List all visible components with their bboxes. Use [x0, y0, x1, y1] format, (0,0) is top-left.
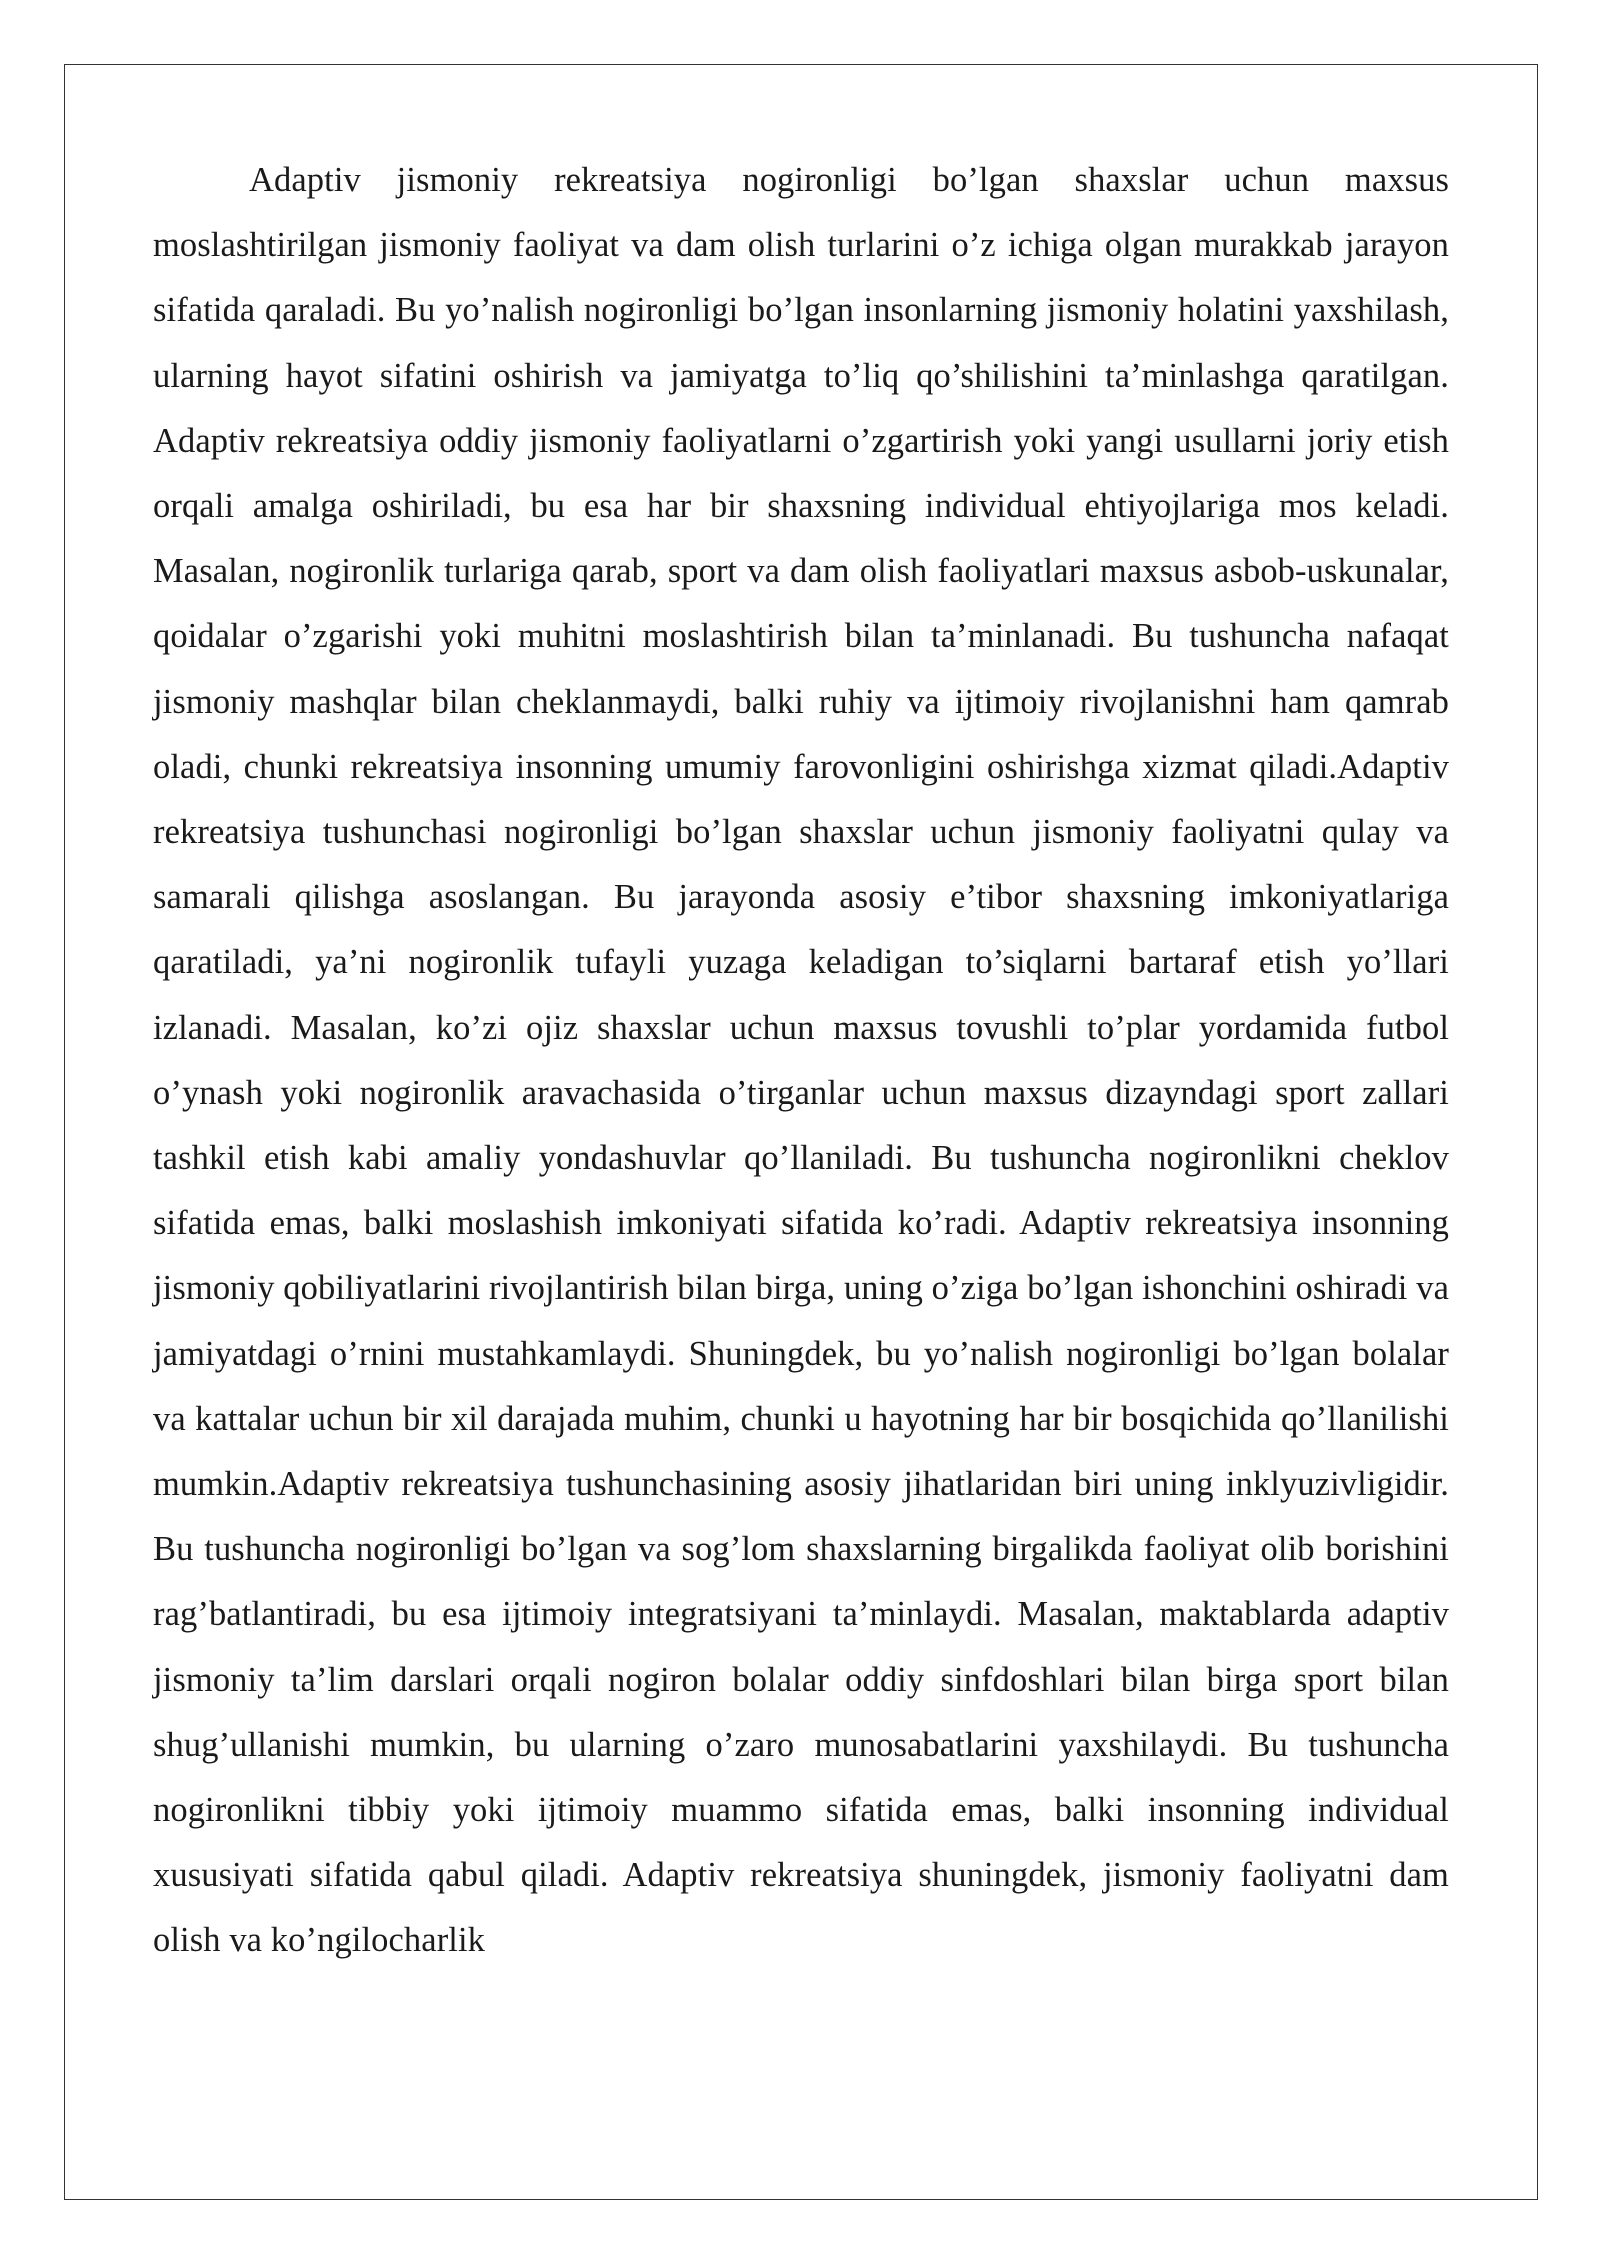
body-paragraph: Adaptiv jismoniy rekreatsiya nogironligi bo’lgan shaxslar uchun maxsus moslashtirilgan jismoniy faoliyat va dam olish turlarini o’z ichiga olgan murakkab jarayon sifatida qaraladi. Bu yo’nalish nogironligi bo’lgan insonlarning jismoniy holatini yaxshilash, ularning hayot sifatini oshirish va jamiyatga to’liq qo’shilishini ta’minlashga qaratilgan. Adaptiv rekreatsiya oddiy jismoniy faoliyatlarni o’zgartirish yoki yangi usullarni joriy etish orqali amalga oshiriladi, bu esa har bir shaxsning individual ehtiyojlariga mos keladi. Masalan, nogironlik turlariga qarab, sport va dam olish faoliyatlari maxsus asbob-uskunalar, qoidalar o’zgarishi yoki muhitni moslashtirish bilan ta’minlanadi. Bu tushuncha nafaqat jismoniy mashqlar bilan cheklanmaydi, balki ruhiy va ijtimoiy rivojlanishni ham qamrab oladi, chunki rekreatsiya insonning umumiy farovonligini oshirishga xizmat qiladi.Adaptiv rekreatsiya tushunchasi nogironligi bo’lgan shaxslar uchun jismoniy faoliyatni qulay va samarali qilishga asoslangan. Bu jarayonda asosiy e’tibor shaxsning imkoniyatlariga qaratiladi, ya’ni nogironlik tufayli yuzaga keladigan to’siqlarni bartaraf etish yo’llari izlanadi. Masalan, ko’zi ojiz shaxslar uchun maxsus tovushli to’plar yordamida futbol o’ynash yoki nogironlik aravachasida o’tirganlar uchun maxsus dizayndagi sport zallari tashkil etish kabi amaliy yondashuvlar qo’llaniladi. Bu tushuncha nogironlikni cheklov sifatida emas, balki moslashish imkoniyati sifatida ko’radi. Adaptiv rekreatsiya insonning jismoniy qobiliyatlarini rivojlantirish bilan birga, uning o’ziga bo’lgan ishonchini oshiradi va jamiyatdagi o’rnini mustahkamlaydi. Shuningdek, bu yo’nalish nogironligi bo’lgan bolalar va kattalar uchun bir xil darajada muhim, chunki u hayotning har bir bosqichida qo’llanilishi mumkin.Adaptiv rekreatsiya tushunchasining asosiy jihatlaridan biri uning inklyuzivligidir. Bu tushuncha nogironligi bo’lgan va sog’lom shaxslarning birgalikda faoliyat olib borishini rag’batlantiradi, bu esa ijtimoiy integratsiyani ta’minlaydi. Masalan, maktablarda adaptiv jismoniy ta’lim darslari orqali nogiron bolalar oddiy sinfdoshlari bilan birga sport bilan shug’ullanishi mumkin, bu ularning o’zaro munosabatlarini yaxshilaydi. Bu tushuncha nogironlikni tibbiy yoki ijtimoiy muammo sifatida emas, balki insonning individual xususiyati sifatida qabul qiladi. Adaptiv rekreatsiya shuningdek, jismoniy faoliyatni dam olish va ko’ngilocharlik — [153, 161, 1449, 1960]
